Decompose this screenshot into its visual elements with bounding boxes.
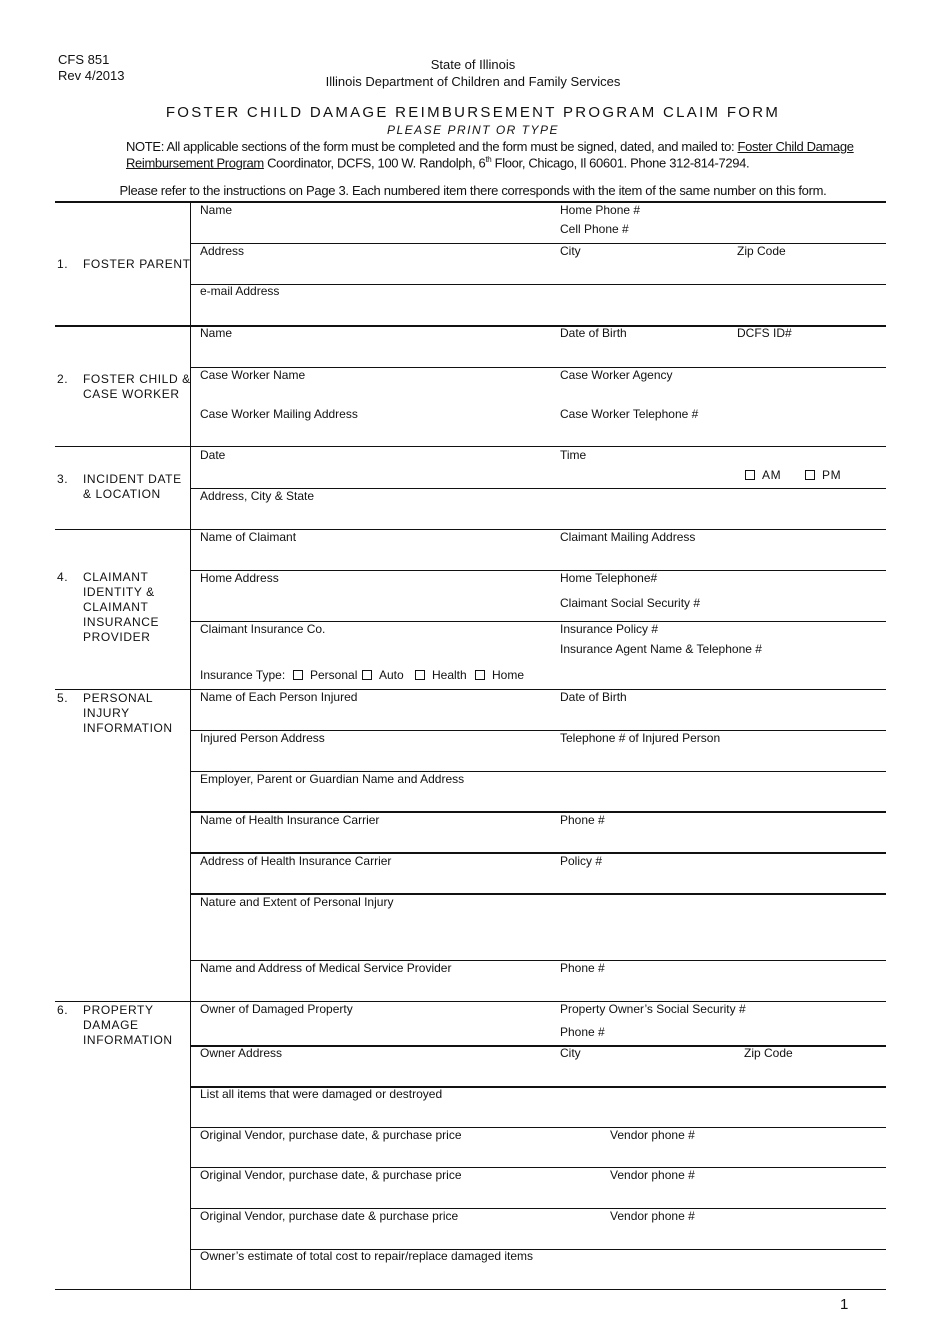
health-carrier-name-field[interactable]: Name of Health Insurance Carrier: [200, 813, 380, 827]
health-checkbox[interactable]: [415, 670, 425, 680]
note-phone: Floor, Chicago, Il 60601. Phone 312-814-7294.: [491, 155, 750, 171]
incident-time-field[interactable]: Time: [560, 448, 587, 462]
claimant-name-field[interactable]: Name of Claimant: [200, 530, 297, 544]
property-owner-phone-field[interactable]: Phone #: [560, 1025, 605, 1039]
section-4-label: CLAIMANT IDENTITY & CLAIMANT INSURANCE PROVIDER: [83, 570, 160, 644]
top-border: [55, 201, 886, 203]
insurance-policy-field[interactable]: Insurance Policy #: [560, 622, 659, 636]
injured-person-address-field[interactable]: Injured Person Address: [200, 731, 325, 745]
section-2-number: 2.: [57, 372, 69, 386]
vendor-3-field[interactable]: Original Vendor, purchase date & purchase price: [200, 1209, 459, 1223]
owner-address-field[interactable]: Owner Address: [200, 1046, 283, 1060]
form-subtitle: PLEASE PRINT OR TYPE: [386, 123, 560, 137]
foster-child-name-field[interactable]: Name: [200, 326, 233, 340]
claimant-insurance-company-field[interactable]: Claimant Insurance Co.: [200, 622, 326, 636]
section-3-label: INCIDENT DATE & LOCATION: [83, 472, 182, 501]
vendor-2-field[interactable]: Original Vendor, purchase date, & purchase price: [200, 1168, 462, 1182]
home-checkbox[interactable]: [475, 670, 485, 680]
injured-person-dob-field[interactable]: Date of Birth: [560, 690, 627, 704]
foster-parent-city-field[interactable]: City: [560, 244, 581, 258]
claimant-home-address-field[interactable]: Home Address: [200, 571, 279, 585]
case-worker-name-field[interactable]: Case Worker Name: [200, 368, 306, 382]
page-number: 1: [840, 1296, 849, 1313]
row-divider: [191, 570, 886, 571]
note-program-name-1: Foster Child Damage: [737, 139, 854, 154]
claimant-home-phone-field[interactable]: Home Telephone#: [560, 571, 658, 585]
department-name: Illinois Department of Children and Family Services: [325, 74, 621, 89]
mailing-note: [126, 140, 886, 171]
home-label: Home: [492, 668, 525, 682]
foster-parent-cell-phone-field[interactable]: Cell Phone #: [560, 222, 629, 236]
damaged-items-field[interactable]: List all items that were damaged or destroyed: [200, 1087, 443, 1101]
auto-checkbox[interactable]: [362, 670, 372, 680]
form-title: FOSTER CHILD DAMAGE REIMBURSEMENT PROGRAM CLAIM FORM: [165, 104, 781, 121]
note-ordinal: th: [485, 154, 492, 164]
property-owner-ssn-field[interactable]: Property Owner’s Social Security #: [560, 1002, 746, 1016]
claimant-mailing-address-field[interactable]: Claimant Mailing Address: [560, 530, 696, 544]
vendor-2-phone-field[interactable]: Vendor phone #: [610, 1168, 695, 1182]
foster-parent-email-field[interactable]: e-mail Address: [200, 284, 280, 298]
case-worker-address-field[interactable]: Case Worker Mailing Address: [200, 407, 358, 421]
injury-nature-field[interactable]: Nature and Extent of Personal Injury: [200, 895, 394, 909]
section-divider: [55, 689, 886, 690]
incident-address-field[interactable]: Address, City & State: [200, 489, 315, 503]
vendor-3-phone-field[interactable]: Vendor phone #: [610, 1209, 695, 1223]
case-worker-agency-field[interactable]: Case Worker Agency: [560, 368, 673, 382]
foster-child-dob-field[interactable]: Date of Birth: [560, 326, 627, 340]
section-1-label: FOSTER PARENT: [83, 257, 191, 271]
insurance-type-label: Insurance Type:: [200, 668, 286, 682]
section-divider: [55, 529, 886, 530]
health-label: Health: [432, 668, 467, 682]
health-carrier-phone-field[interactable]: Phone #: [560, 813, 605, 827]
note-program-name-2: Reimbursement Program: [126, 155, 264, 171]
section-3-number: 3.: [57, 472, 69, 486]
bottom-border: [55, 1289, 886, 1290]
am-label: AM: [762, 468, 782, 482]
section-divider: [55, 446, 886, 447]
vendor-1-phone-field[interactable]: Vendor phone #: [610, 1128, 695, 1142]
note-prefix: NOTE: All applicable sections of the form must be completed and the form must be signed, dated, and mailed to:: [126, 139, 738, 154]
insurance-agent-field[interactable]: Insurance Agent Name & Telephone #: [560, 642, 762, 656]
owner-city-field[interactable]: City: [560, 1046, 581, 1060]
pm-label: PM: [822, 468, 842, 482]
form-revision: Rev 4/2013: [58, 68, 125, 83]
pm-checkbox[interactable]: [805, 470, 815, 480]
medical-provider-field[interactable]: Name and Address of Medical Service Provider: [200, 961, 452, 975]
section-divider: [55, 1001, 886, 1002]
section-5-label: PERSONAL INJURY INFORMATION: [83, 691, 173, 735]
claimant-ssn-field[interactable]: Claimant Social Security #: [560, 596, 701, 610]
foster-parent-name-field[interactable]: Name: [200, 203, 233, 217]
injured-person-name-field[interactable]: Name of Each Person Injured: [200, 690, 358, 704]
foster-child-dcfs-id-field[interactable]: DCFS ID#: [737, 326, 792, 340]
foster-parent-address-field[interactable]: Address: [200, 244, 245, 258]
auto-label: Auto: [379, 668, 404, 682]
note-address: Coordinator, DCFS, 100 W. Randolph, 6: [263, 155, 486, 171]
vendor-1-field[interactable]: Original Vendor, purchase date, & purchase price: [200, 1128, 462, 1142]
section-2-label: FOSTER CHILD & CASE WORKER: [83, 372, 191, 401]
foster-parent-zip-field[interactable]: Zip Code: [737, 244, 786, 258]
personal-label: Personal: [310, 668, 358, 682]
section-6-number: 6.: [57, 1003, 69, 1017]
employer-guardian-field[interactable]: Employer, Parent or Guardian Name and Address: [200, 772, 465, 786]
foster-parent-home-phone-field[interactable]: Home Phone #: [560, 203, 641, 217]
repair-estimate-field[interactable]: Owner’s estimate of total cost to repair/replace damaged items: [200, 1249, 534, 1263]
section-6-label: PROPERTY DAMAGE INFORMATION: [83, 1003, 173, 1047]
incident-date-field[interactable]: Date: [200, 448, 226, 462]
state-name: State of Illinois: [430, 57, 516, 72]
section-4-number: 4.: [57, 570, 69, 584]
health-carrier-address-field[interactable]: Address of Health Insurance Carrier: [200, 854, 392, 868]
injured-person-phone-field[interactable]: Telephone # of Injured Person: [560, 731, 721, 745]
am-checkbox[interactable]: [745, 470, 755, 480]
section-5-number: 5.: [57, 691, 69, 705]
owner-zip-field[interactable]: Zip Code: [744, 1046, 793, 1060]
property-owner-field[interactable]: Owner of Damaged Property: [200, 1002, 353, 1016]
section-1-number: 1.: [57, 257, 69, 271]
case-worker-phone-field[interactable]: Case Worker Telephone #: [560, 407, 699, 421]
personal-checkbox[interactable]: [293, 670, 303, 680]
instructions-reference: Please refer to the instructions on Page 3. Each numbered item there corresponds with the item of the same number on this form.: [119, 183, 827, 198]
form-number: CFS 851: [58, 52, 110, 67]
medical-provider-phone-field[interactable]: Phone #: [560, 961, 605, 975]
health-policy-field[interactable]: Policy #: [560, 854, 603, 868]
row-divider: [191, 284, 886, 285]
